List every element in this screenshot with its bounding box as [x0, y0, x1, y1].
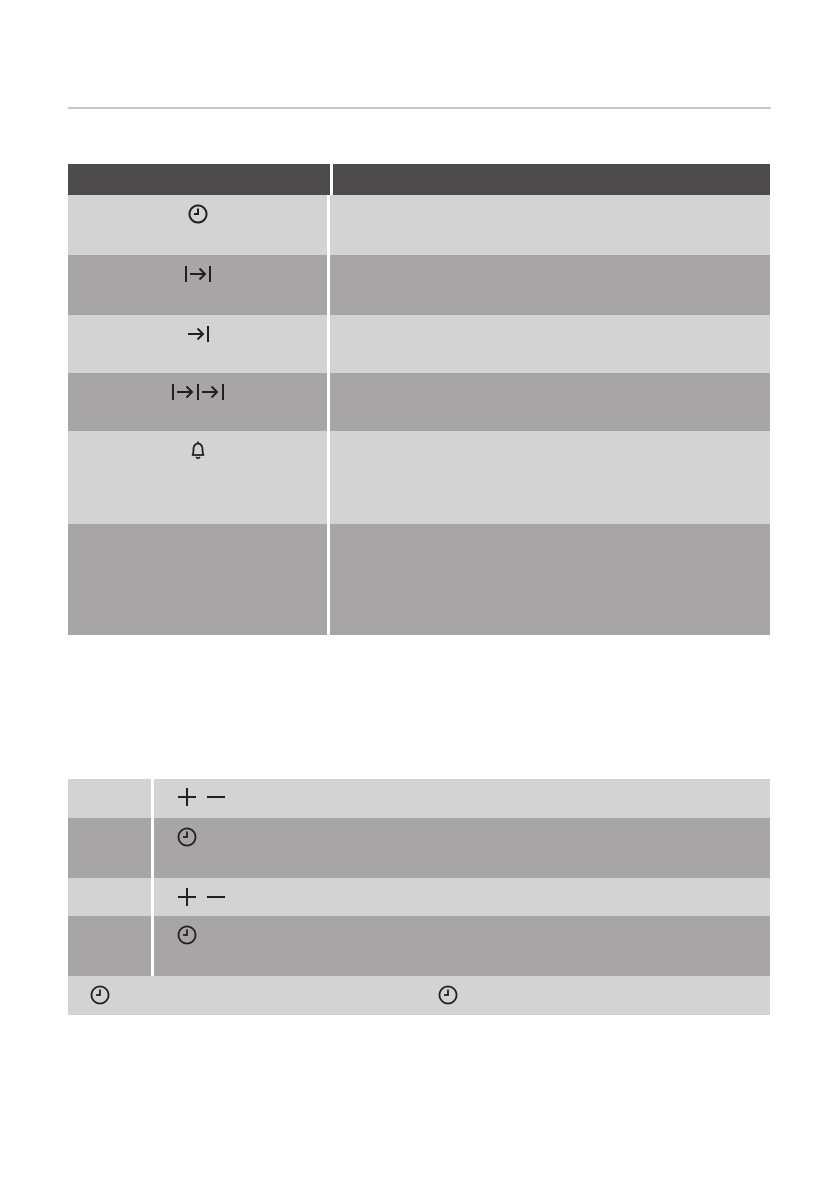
section-divider: [68, 107, 771, 109]
clock-icon: [89, 984, 111, 1006]
step-number-cell: [68, 818, 154, 878]
clock-icon: [176, 826, 198, 848]
table-row: [68, 524, 770, 635]
table-row: [68, 195, 770, 255]
plus-icon: [176, 886, 198, 908]
duration-icon: [183, 263, 213, 285]
table-header: [68, 164, 770, 195]
table-footer-note: [68, 976, 770, 1015]
clock-icon: [437, 984, 459, 1006]
bell-icon: [187, 439, 209, 461]
table-row: [68, 431, 770, 524]
table-row: [68, 255, 770, 315]
step-number-cell: [68, 916, 154, 976]
table-row: [68, 779, 770, 818]
minus-icon: [205, 786, 227, 808]
clock-functions-table: [68, 164, 770, 635]
table-row: [68, 315, 770, 373]
clock-icon: [187, 203, 209, 225]
clock-icon: [176, 924, 198, 946]
step-number-cell: [68, 779, 154, 818]
header-cell-function: [68, 164, 333, 195]
time-delay-icon: [170, 381, 226, 403]
table-row: [68, 818, 770, 878]
end-time-icon: [184, 323, 212, 345]
table-row: [68, 373, 770, 431]
steps-table: [68, 779, 770, 1015]
plus-icon: [176, 786, 198, 808]
header-cell-application: [333, 164, 770, 195]
minus-icon: [205, 886, 227, 908]
table-row: [68, 916, 770, 976]
step-number-cell: [68, 878, 154, 916]
table-row: [68, 878, 770, 916]
